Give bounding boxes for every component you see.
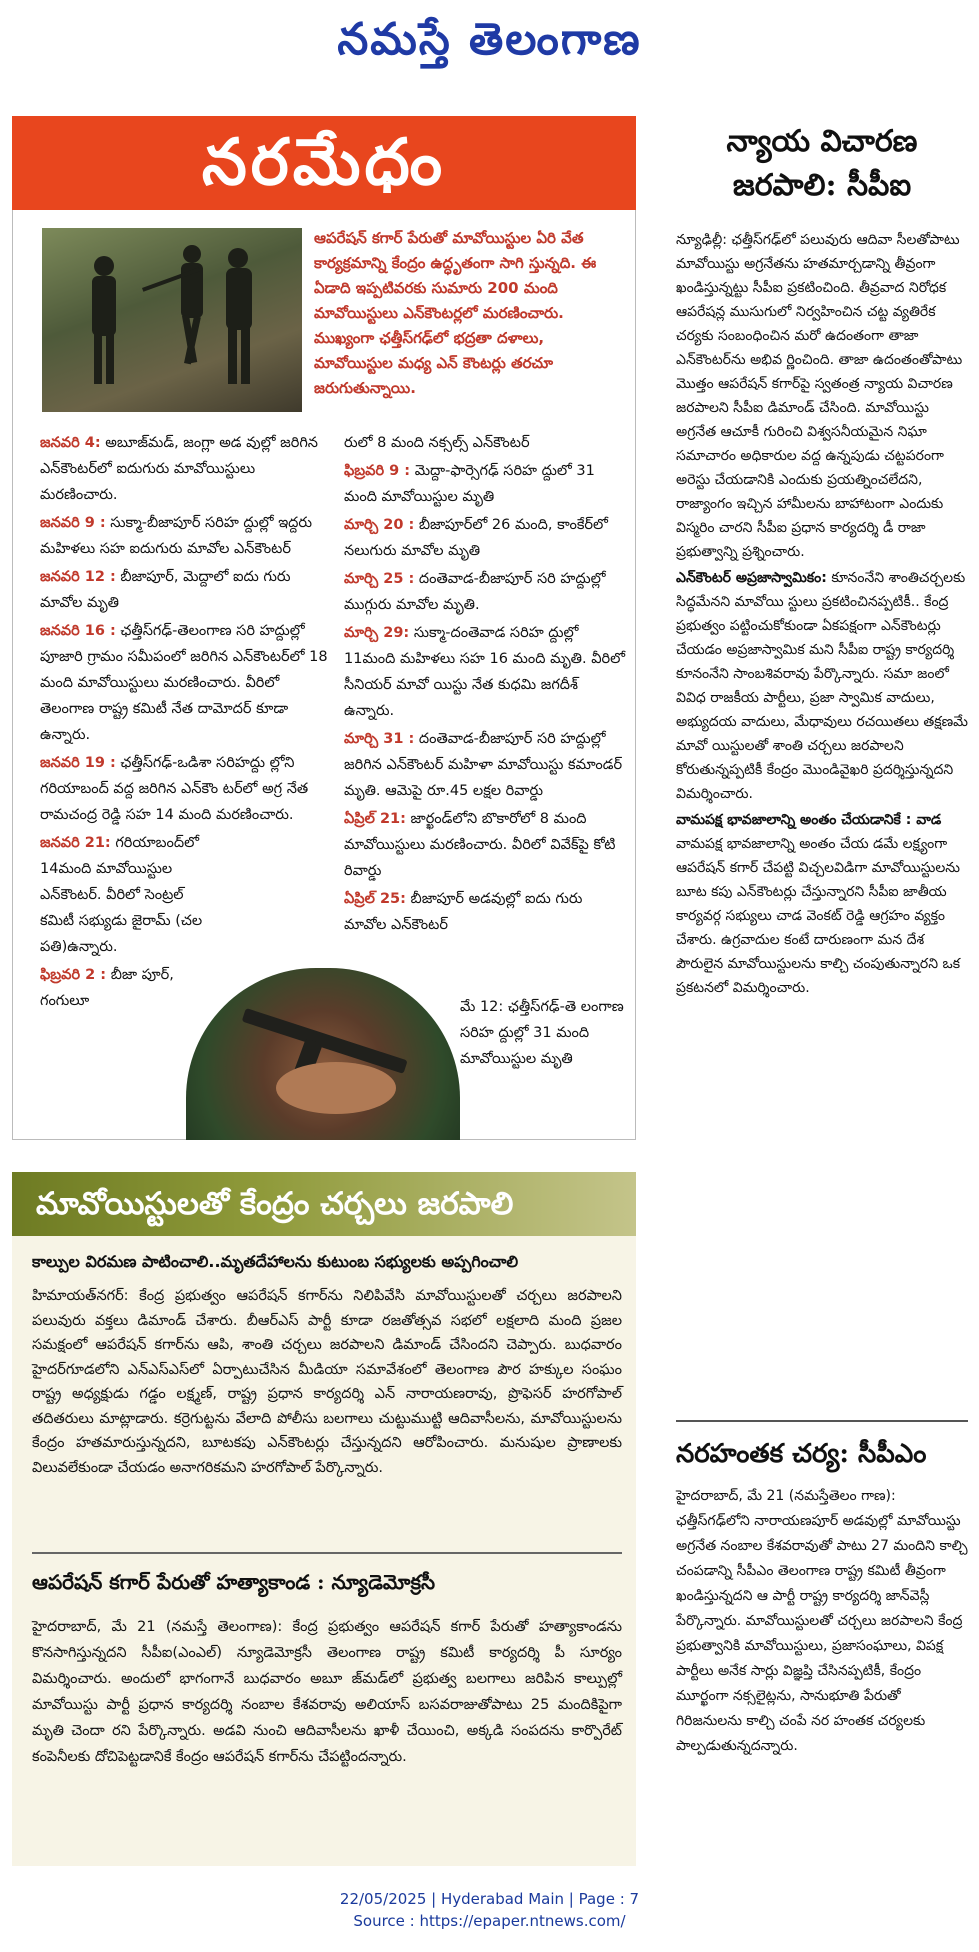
masthead-title: నమస్తే తెలంగాణ [337,14,642,65]
timeline-entry: ఫిబ్రవరి 2 : బీజా పూర్, గంగులూ [40,967,174,1009]
paragraph: వామపక్ష భావజాలాన్ని అంతం చేయడానికే : వాడ వామపక్ష భావజాలాన్ని అంతం చేయ డమే లక్ష్యంగా ఆపరేషన్ కగార్ చేపట్టి విచ్చలవిడిగా మావోయిస్టులను బూట కపు ఎన్‌కౌంటర్లు చేస్తున్నారని సీపీఐ జాతీయ కార్యవర్గ సభ్యులు చాడ వెంకట్ రెడ్డి ఆగ్రహం వ్యక్తం చేశారు. ఉగ్రవాదుల కంటే దారుణంగా మన దేశ పౌరులైన మావోయిస్టులను కాల్చి చంపుతున్నారని ఒక ప్రకటనలో విమర్శించారు. [676,812,961,996]
right-story-title: న్యాయ విచారణ జరపాలి: సీపీఐ [726,124,918,203]
footer-source-link[interactable]: Source : https://epaper.ntnews.com/ [353,1912,626,1930]
timeline-column-3 [460,994,628,1074]
main-intro: ఆపరేషన్ కగార్ పేరుతో మావోయిస్టుల ఏరి వేత కార్యక్రమాన్ని కేంద్రం ఉద్ధృతంగా సాగి స్తున్నది. ఈ ఏడాది ఇప్పటివరకు సుమారు 200 మంది మావోయిస్టులు ఎన్‌కౌంటర్లలో మరణించారు. ముఖ్యంగా ఛత్తీస్‌గఢ్‌లో భద్రతా దళాలు, మావోయిస్టుల మధ్య ఎన్ కౌంటర్లు తరచూ జరుగుతున్నాయి. [314,229,597,397]
bottom-story-body-2: హైదరాబాద్, మే 21 (నమస్తే తెలంగాణ): కేంద్ర ప్రభుత్వం ఆపరేషన్ కగార్ పేరుతో హత్యాకాండను కొనసాగిస్తున్నదని సీపీఐ(ఎంఎల్) న్యూడెమోక్రసీ తెలంగాణ రాష్ట్ర కమిటీ కార్యదర్శి పీ సూర్యం విమర్శించారు. అందులో భాగంగానే బుధవారం అబూ జ్‌మడ్‌లో ప్రభుత్వ బలగాలు జరిపిన కాల్పుల్లో మావోయిస్టు పార్టీ ప్రధాన కార్యదర్శి నంబాల కేశవరావు అలియాస్ బసవరాజుతోపాటు 25 మందికిపైగా మృతి చెందా రని పేర్కొన్నారు. అడవి నుంచి ఆదివాసీలను ఖాళీ చేయించి, అక్కడి సంపదను కార్పొరేట్ కంపెనీలకు దోచిపెట్టడానికే కేంద్రం ఆపరేషన్ కగార్‌ను చేపట్టిందన్నారు. [32,1619,622,1765]
timeline-entry: ఫిబ్రవరి 9 : మెద్దా-ఫార్సెగఢ్ సరిహ ద్దులో 31 మంది మావోయిస్టుల మృతి [344,463,595,505]
timeline-entry: రులో 8 మంది నక్సల్స్ ఎన్‌కౌంటర్ [344,435,530,451]
footer-date-line: 22/05/2025 | Hyderabad Main | Page : 7 [339,1890,640,1908]
main-headline: నరమేధం [201,125,447,200]
timeline-entry: మే 12: ఛత్తీస్‌గఢ్-తె లంగాణ సరిహ ద్దుల్లో 31 మంది మావోయిస్టుల మృతి [460,999,624,1067]
right-story2-body: హైదరాబాద్, మే 21 (నమస్తేతెలం గాణ): ఛత్తీస్‌గఢ్‌లోని నారాయణపూర్ అడవుల్లో మావోయిస్టు అగ్రనేత నంబాల కేశవరావుతో పాటు 27 మందిని కాల్చి చంపడాన్ని సీపీఎం తెలంగాణ రాష్ట్ర కమిటీ తీవ్రంగా ఖండిస్తున్నదని ఆ పార్టీ రాష్ట్ర కార్యదర్శి జాన్‌వెస్లీ పేర్కొన్నారు. మావోయిస్టులతో చర్చలు జరపాలని కేంద్ర ప్రభుత్వానికి మావోయిస్టులు, ప్రజాసంఘాలు, విపక్ష పార్టీలు అనేక సార్లు విజ్ఞప్తి చేసినప్పటికీ, కేంద్రం మూర్ఖంగా నక్సలైట్లను, సానుభూతి పేరుతో గిరిజనులను కాల్చి చంపే నర హంతక చర్యలకు పాల్పడుతున్నదన్నారు. [676,1488,968,1754]
timeline-entry: జనవరి 9 : సుక్మా-బీజాపూర్ సరిహ ద్దుల్లో ఇద్దరు మహిళలు సహ ఐదుగురు మావోల ఎన్‌కౌంటర్ [40,515,313,557]
bottom-headline: మావోయిస్టులతో కేంద్రం చర్చలు జరపాలి [36,1186,514,1222]
timeline-entry: ఏప్రిల్ 21: జార్ఖండ్‌లోని బొకారోలో 8 మంది మావోయిస్టులు మరణించారు. వీరిలో వివేక్‌పై కోటి రివార్డు [344,811,616,879]
masthead [0,0,979,92]
column-divider [676,1420,968,1422]
bottom-subhead: కాల్పుల విరమణ పాటించాలి..మృతదేహాలను కుటుంబ సభ్యులకు అప్పగించాలి [32,1252,519,1271]
timeline-column-1 [40,430,330,1016]
timeline-entry: మార్చి 31 : దంతెవాడ-బీజాపూర్ సరి హద్దుల్లో జరిగిన ఎన్‌కౌంటర్ మహిళా మావోయిస్టు కమాండర్ మృతి. ఆమెపై రూ.45 లక్షల రివార్డు [344,731,623,799]
timeline-entry: మార్చి 20 : బీజాపూర్‌లో 26 మంది, కాంకేర్‌లో నలుగురు మావోల మృతి [344,517,608,559]
paragraph: ఎన్‌కౌంటర్ అప్రజాస్వామికం: కూనంనేని శాంతిచర్చలకు సిద్ధమేనని మావోయి స్టులు ప్రకటించినప్పటికీ.. కేంద్ర ప్రభుత్వం పట్టించుకోకుండా ఏకపక్షంగా ఎన్‌కౌంటర్లు చేయడం అప్రజాస్వామిక మని సీపీఐ రాష్ట్ర కార్యదర్శి కూనంనేని సాంబశివరావు పేర్కొన్నారు. సమా జంలో వివిధ రాజకీయ పార్టీలు, ప్రజా స్వామిక వాదులు, అభ్యుదయ వాదులు, మేధావులు రచయితలు తక్షణమే మావో యిస్టులతో శాంతి చర్చలు జరపాలని కోరుతున్నప్పటికీ కేంద్రం మొండివైఖరి ప్రదర్శిస్తున్నదని విమర్శించారు. [676,570,968,802]
timeline-column-2 [344,430,626,940]
bottom-story-body: హిమాయత్‌నగర్: కేంద్ర ప్రభుత్వం ఆపరేషన్ కగార్‌ను నిలిపివేసి మావోయిస్టులతో చర్చలు జరపాలని పలువురు వక్తలు డిమాండ్ చేశారు. బీఆర్ఎస్ పార్టీ కూడా రజతోత్సవ సభలో లక్షలాది మంది ప్రజల సమక్షంలో ఆపరేషన్ కగార్‌ను ఆపి, శాంతి చర్చలు జరపాలని డిమాండ్ చేసిందని చెప్పారు. బుధవారం హైదర్‌గూడలోని ఎన్ఎస్ఎస్‌లో ఏర్పాటుచేసిన మీడియా సమావేశంలో తెలంగాణ పౌర హక్కుల సంఘం రాష్ట్ర అధ్యక్షుడు గడ్డం లక్ష్మణ్, రాష్ట్ర ప్రధాన కార్యదర్శి ఎన్ నారాయణరావు, ప్రొఫెసర్ హరగోపాల్ తదితరులు మాట్లాడారు. కర్రెగుట్టను వేలాది పోలీసు బలగాలు చుట్టుముట్టి ఆదివాసీలను, మావోయిస్టులను కేంద్రం హతమారుస్తున్నదని, బూటకపు ఎన్‌కౌంటర్లు చేస్తున్నదని ఆరోపించారు. మనుషుల ప్రాణాలకు విలువలేకుండా చేయడం అనాగరికమని హరగోపాల్ పేర్కొన్నారు. [32,1288,622,1476]
bottom-divider [32,1552,622,1554]
paragraph: న్యూఢిల్లీ: ఛత్తీస్‌గఢ్‌లో పలువురు ఆదివా సీలతోపాటు మావోయిస్టు అగ్రనేతను హతమార్చడాన్ని తీవ్రంగా ఖండిస్తున్నట్టు సీపీఐ ప్రకటించింది. తీవ్రవాద నిరోధక ఆపరేషన్ల ముసుగులో నిర్వహించిన చట్ట వ్యతిరేక చర్యకు సంబంధించిన మరో ఉదంతంగా తాజా ఎన్‌కౌంటర్‌ను అభివ ర్ణించింది. తాజా ఉదంతంతోపాటు మొత్తం ఆపరేషన్ కగార్‌పై స్వతంత్ర న్యాయ విచారణ జరపాలని సీపీఐ డిమాండ్ చేసింది. మావోయిస్టు అగ్రనేత ఆచూకీ గురించి విశ్వసనీయమైన నిఘా సమాచారం అధికారుల వద్ద ఉన్నపుడు చట్టపరంగా అరెస్టు చేయడానికి ఎందుకు ప్రయత్నించలేదని, రాజ్యాంగం ఇచ్చిన హామీలను బాహాటంగా ఎందుకు విస్మరిం చారని సీపీఐ ప్రధాన కార్యదర్శి డీ రాజా ప్రభుత్వాన్ని ప్రశ్నించారు. [676,232,963,560]
timeline-entry: జనవరి 4: అబూజ్‌మడ్, జంగ్లా అడ వుల్లో జరిగిన ఎన్‌కౌంటర్‌లో ఐదుగురు మావోయిస్టులు మరణించారు. [40,435,318,503]
bottom-headline-2: ఆపరేషన్ కగార్ పేరుతో హత్యాకాండ : న్యూడెమోక్రసీ [32,1570,436,1594]
main-headline-bar [12,116,636,210]
timeline-entry: ఏప్రిల్ 25: బీజాపూర్ అడవుల్లో ఐదు గురు మావోల ఎన్‌కౌంటర్ [344,891,583,933]
bottom-headline-bar [12,1172,636,1236]
soldiers-photo [42,228,302,412]
timeline-entry: జనవరి 21: గరియాబంద్‌లో 14మంది మావోయిస్టుల ఎన్‌కౌంటర్. వీరిలో సెంట్రల్ కమిటీ సభ్యుడు జైరామ్ (చల పతి)ఉన్నారు. [40,835,203,955]
right-story2-title: నరహంతక చర్య: సీపీఎం [676,1439,927,1469]
right-story-body [676,228,968,1002]
timeline-entry: మార్చి 25 : దంతెవాడ-బీజాపూర్ సరి హద్దుల్లో ముగ్గురు మావోల మృతి. [344,571,606,613]
timeline-entry: జనవరి 12 : బీజాపూర్, మెద్దాలో ఐదు గురు మావోల మృతి [40,569,291,611]
soldiers-silhouette-icon [42,228,302,412]
timeline-entry: మార్చి 29: సుక్మా-దంతెవాడ సరిహ ద్దుల్లో 11మంది మహిళలు సహ 16 మంది మృతి. వీరిలో సీనియర్ మావో యిస్టు నేత కుధమి జగదీశ్ ఉన్నారు. [344,625,626,719]
timeline-entry: జనవరి 19 : ఛత్తీస్‌గఢ్-ఒడిశా సరిహద్దు ల్లోని గరియాబంద్ వద్ద జరిగిన ఎన్‌కౌం టర్‌లో అగ్ర నేత రామచంద్ర రెడ్డి సహ 14 మంది మరణించారు. [40,755,309,823]
timeline-entry: జనవరి 16 : ఛత్తీస్‌గఢ్-తెలంగాణ సరి హద్దుల్లో పూజారి గ్రామం సమీపంలో జరిగిన ఎన్‌కౌంటర్‌లో 18 మంది మావోయిస్టులు మరణించారు. వీరిలో తెలంగాణ రాష్ట్ర కమిటీ నేత దామోదర్ కూడా ఉన్నారు. [40,623,328,743]
footer [0,1888,979,1932]
